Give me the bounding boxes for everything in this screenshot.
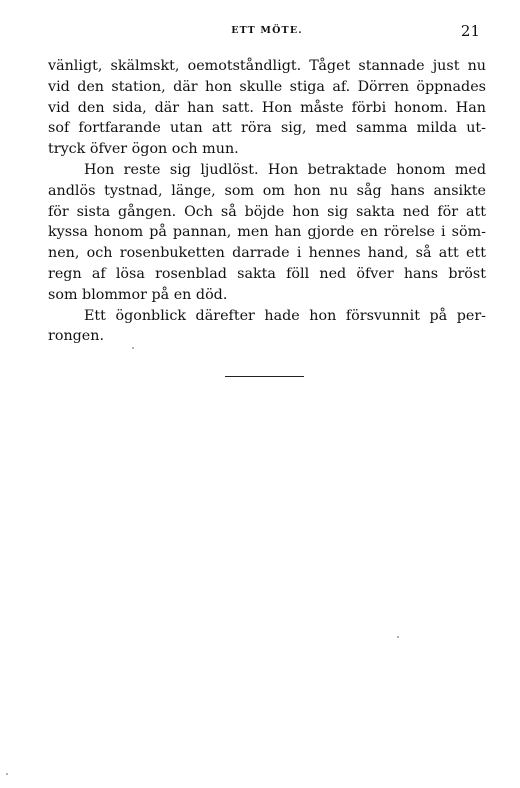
body-text: [48, 56, 486, 347]
text-line: som blommor på en död.: [48, 286, 228, 303]
text-line: regn af lösa rosenblad sakta föll ned öfver hans bröst: [48, 265, 486, 282]
paragraph-3: [48, 306, 486, 348]
print-speck: [132, 347, 134, 349]
text-line: vid den station, där hon skulle stiga af. Dörren öppnades: [48, 78, 486, 95]
text-line: tryck öfver ögon och mun.: [48, 141, 239, 158]
text-line: kyssa honom på pannan, men han gjorde en rörelse i söm-: [48, 224, 486, 241]
text-line: andlös tystnad, länge, som om hon nu såg hans ansikte: [48, 182, 486, 199]
paragraph-2: [48, 160, 486, 306]
text-line: Ett ögonblick därefter hade hon försvunnit på per-: [84, 307, 486, 324]
text-line: vänligt, skälmskt, oemotståndligt. Tåget stannade just nu: [48, 58, 486, 74]
text-line: vid den sida, där han satt. Hon måste förbi honom. Han: [48, 99, 486, 116]
text-line: Hon reste sig ljudlöst. Hon betraktade honom med: [84, 161, 486, 178]
paragraph-1: [48, 56, 486, 160]
section-end-rule: [225, 376, 304, 377]
text-line: för sista gången. Och så böjde hon sig sakta ned för att: [48, 203, 486, 220]
text-line: sof fortfarande utan att röra sig, med samma milda ut-: [48, 120, 486, 137]
text-line: nen, och rosenbuketten darrade i hennes hand, så att ett: [48, 245, 486, 262]
page-number: 21: [460, 22, 480, 40]
running-head: [48, 22, 486, 42]
text-line: rongen.: [48, 328, 105, 345]
running-title: ETT MÖTE.: [231, 25, 303, 36]
print-speck: [6, 773, 8, 775]
print-speck: [397, 636, 399, 638]
